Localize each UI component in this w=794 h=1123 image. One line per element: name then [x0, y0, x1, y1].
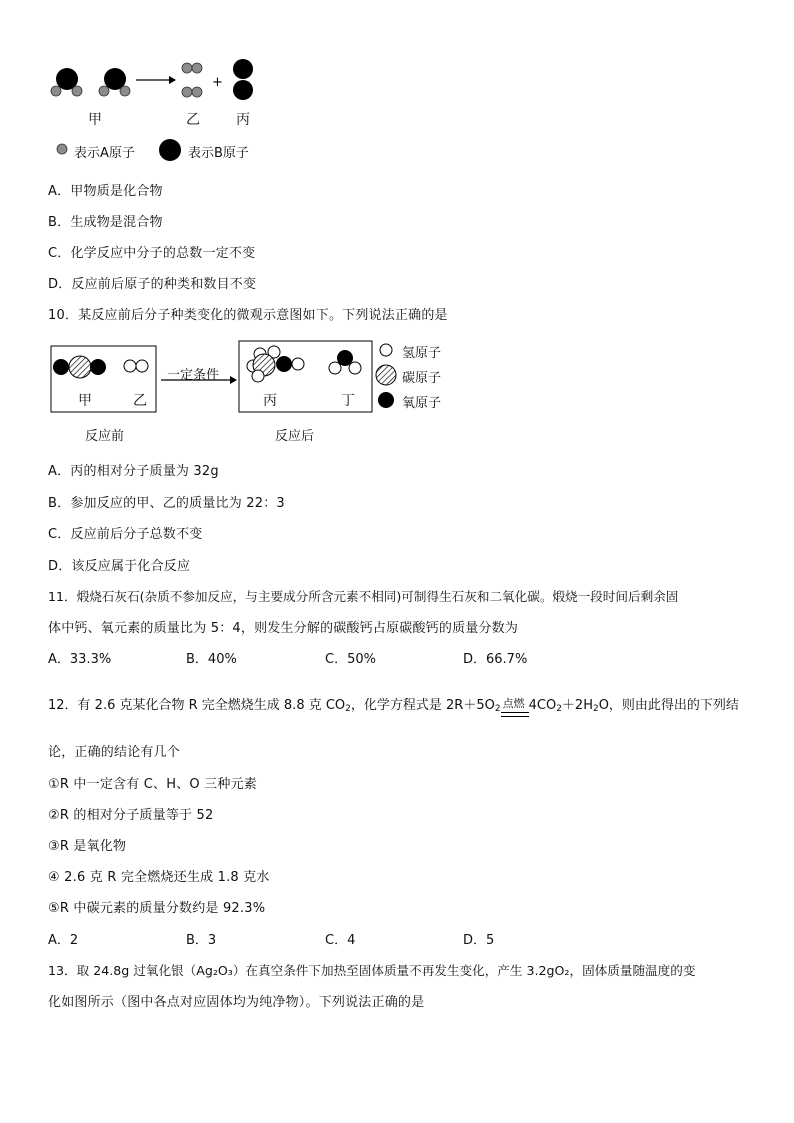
- q11-option-d: D．66.7%: [463, 652, 528, 667]
- q9-reaction-arrow: [136, 76, 176, 84]
- q9-option-b: B．生成物是混合物: [48, 215, 163, 230]
- q9-product-bing: [233, 59, 253, 100]
- q10-caption-before: 反应前: [85, 429, 125, 444]
- q10-condition-label: 一定条件: [167, 368, 220, 383]
- q9-legend-a-atom-icon: [55, 142, 69, 156]
- q10-legend-hydrogen-label: 氢原子: [402, 346, 442, 361]
- q10-label-bing: 丙: [263, 393, 277, 409]
- q10-option-b: B．参加反应的甲、乙的质量比为 22：3: [48, 496, 285, 511]
- q12-products-subscript: 2: [556, 704, 562, 714]
- q12-statement-3: ③R 是氧化物: [48, 839, 127, 854]
- q11-option-b: B．40%: [186, 652, 237, 667]
- q10-legend-carbon-icon: [376, 365, 396, 385]
- q10-option-c: C．反应前后分子总数不变: [48, 527, 203, 542]
- q9-label-bing: 丙: [236, 112, 250, 128]
- q12-stem-part-1: 12．有 2.6 克某化合物 R 完全燃烧生成 8.8 克 CO: [48, 698, 346, 713]
- q12-stem-line-1: [48, 694, 739, 714]
- q9-option-c: C．化学反应中分子的总数一定不变: [48, 246, 256, 261]
- q10-molecule-jia: [53, 356, 106, 378]
- q12-option-b: B．3: [186, 933, 217, 948]
- q11-option-a: A．33.3%: [48, 652, 112, 667]
- q10-label-yi: 乙: [133, 393, 147, 409]
- q13-stem-line-2: 化如图所示（图中各点对应固体均为纯净物）。下列说法正确的是: [48, 995, 425, 1010]
- q9-label-yi: 乙: [186, 112, 200, 128]
- q11-option-c: C．50%: [325, 652, 376, 667]
- q12-co2-subscript: 2: [345, 704, 351, 714]
- q12-option-c: C．4: [325, 933, 356, 948]
- q9-option-a: A．甲物质是化合物: [48, 184, 163, 199]
- q9-legend-a-label: 表示A原子: [74, 146, 135, 161]
- q9-reactant-molecule-2: [99, 68, 130, 96]
- q12-equation-condition: 点燃: [502, 697, 525, 710]
- q9-label-jia: 甲: [88, 112, 102, 128]
- q10-label-jia: 甲: [78, 393, 92, 409]
- q10-label-ding: 丁: [341, 393, 355, 409]
- q9-product-yi: [182, 63, 202, 97]
- q10-molecule-bing: [247, 346, 304, 382]
- q10-option-a: A．丙的相对分子质量为 32g: [48, 464, 219, 479]
- q9-legend-b-atom-icon: [157, 137, 183, 163]
- q12-products: 4CO: [528, 698, 557, 713]
- q10-caption-after: 反应后: [275, 429, 315, 444]
- q12-statement-1: ①R 中一定含有 C、H、O 三种元素: [48, 777, 257, 792]
- q10-legend-oxygen-icon: [378, 392, 394, 408]
- q12-option-d: D．5: [463, 933, 495, 948]
- q12-products-rest: ＋2H: [561, 698, 593, 713]
- q12-statement-2: ②R 的相对分子质量等于 52: [48, 808, 214, 823]
- q12-stem-line-2: 论，正确的结论有几个: [48, 745, 181, 760]
- q11-stem-line-1: 11．煅烧石灰石(杂质不参加反应，与主要成分所含元素不相同)可制得生石灰和二氧化碳。煅烧一段时间后剩余固: [48, 589, 679, 604]
- q13-stem-line-1: 13．取 24.8g 过氧化银（Ag₂O₃）在真空条件下加热至固体质量不再发生变化，产生 3.2gO₂，固体质量随温度的变: [48, 963, 696, 978]
- q9-reactant-molecule-1: [51, 68, 82, 96]
- q12-stem-part-3: O，则由此得出的下列结: [598, 698, 739, 713]
- q10-legend-oxygen-label: 氧原子: [402, 396, 442, 411]
- q10-legend-carbon-label: 碳原子: [402, 371, 442, 386]
- q12-statement-4: ④ 2.6 克 R 完全燃烧还生成 1.8 克水: [48, 870, 270, 885]
- q12-option-a: A．2: [48, 933, 79, 948]
- q10-molecule-ding: [329, 350, 361, 374]
- q9-legend-b-label: 表示B原子: [188, 146, 249, 161]
- q10-stem: 10．某反应前后分子种类变化的微观示意图如下。下列说法正确的是: [48, 308, 448, 323]
- q12-stem-part-2: ，化学方程式是 2R＋5O: [350, 698, 495, 713]
- q12-statement-5: ⑤R 中碳元素的质量分数约是 92.3%: [48, 901, 266, 916]
- q12-o2-subscript: 2: [494, 704, 501, 714]
- q10-legend-hydrogen-icon: [380, 344, 392, 356]
- q9-plus-sign: +: [212, 75, 223, 90]
- q11-stem-line-2: 体中钙、氧元素的质量比为 5：4，则发生分解的碳酸钙占原碳酸钙的质量分数为: [48, 621, 519, 636]
- q12-h2o-subscript: 2: [592, 704, 599, 714]
- q10-molecule-yi: [124, 360, 148, 372]
- q9-option-d: D．反应前后原子的种类和数目不变: [48, 277, 257, 292]
- q12-equation-double-bar: [501, 712, 529, 717]
- q10-option-d: D．该反应属于化合反应: [48, 559, 191, 574]
